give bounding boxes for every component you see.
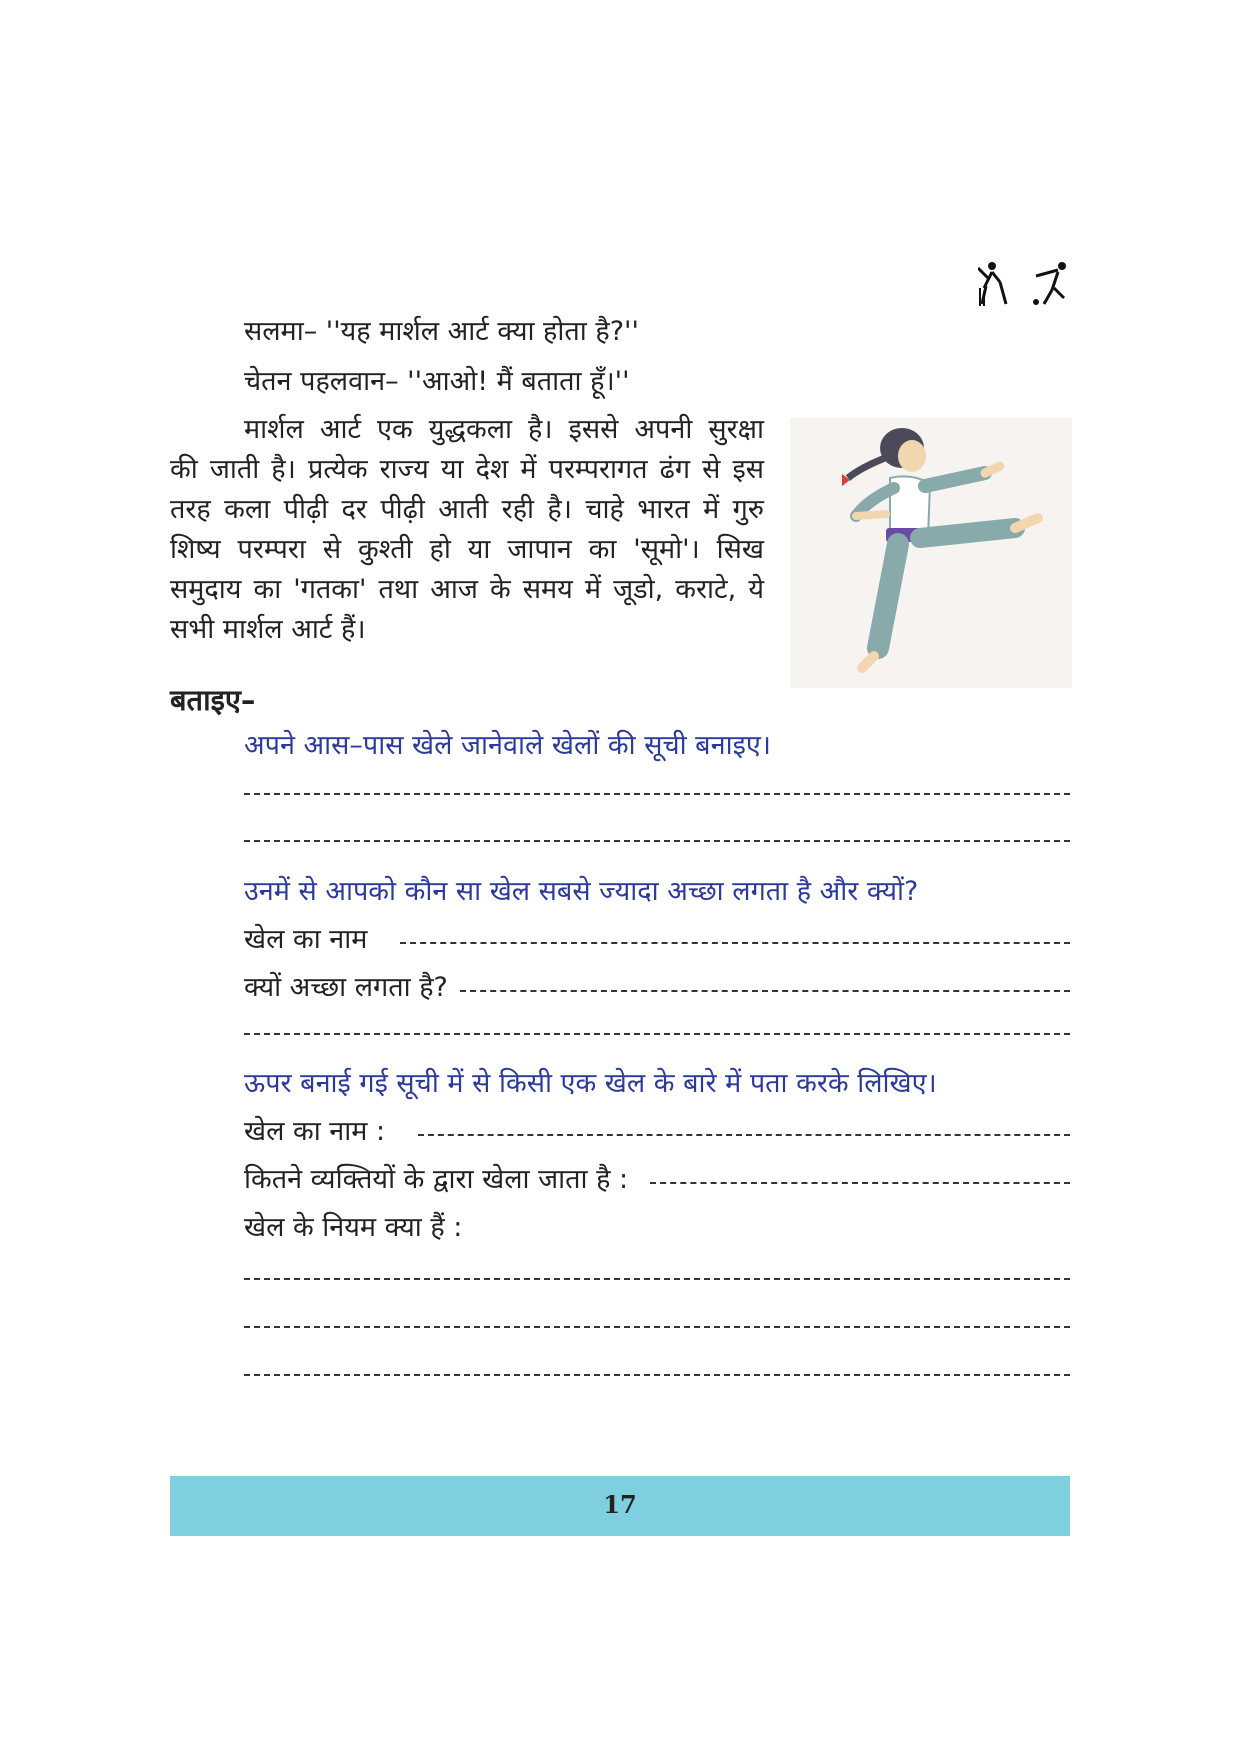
question-1: अपने आस–पास खेले जानेवाले खेलों की सूची बनाइए। — [244, 730, 771, 761]
answer-line[interactable] — [650, 1182, 1070, 1184]
paragraph-line: की जाती है। प्रत्येक राज्य या देश में परम्परागत ढंग से इस — [170, 454, 764, 485]
paragraph-line: मार्शल आर्ट एक युद्धकला है। इससे अपनी सुरक्षा — [244, 414, 764, 445]
answer-line[interactable] — [244, 840, 1070, 842]
answer-line[interactable] — [418, 1134, 1070, 1136]
field-label-why-like: क्यों अच्छा लगता है? — [244, 972, 448, 1003]
answer-line[interactable] — [400, 942, 1070, 944]
field-label-game-name: खेल का नाम — [244, 924, 368, 955]
answer-line[interactable] — [460, 990, 1070, 992]
paragraph-line: समुदाय का 'गतका' तथा आज के समय में जूडो, कराटे, ये — [170, 574, 764, 605]
answer-line[interactable] — [244, 1374, 1070, 1376]
field-label-game-name: खेल का नाम : — [244, 1116, 386, 1147]
paragraph-line: सभी मार्शल आर्ट हैं। — [170, 614, 366, 645]
answer-line[interactable] — [244, 793, 1070, 795]
paragraph-line: तरह कला पीढ़ी दर पीढ़ी आती रही है। चाहे भारत में गुरु — [170, 494, 764, 525]
page-number: 17 — [603, 1490, 637, 1519]
answer-line[interactable] — [244, 1033, 1070, 1035]
question-3: ऊपर बनाई गई सूची में से किसी एक खेल के बारे में पता करके लिखिए। — [244, 1068, 937, 1099]
dialogue-line-chetan: चेतन पहलवान– ''आओ! मैं बताता हूँ।'' — [244, 366, 630, 397]
field-label-player-count: कितने व्यक्तियों के द्वारा खेला जाता है : — [244, 1164, 629, 1195]
paragraph-line: शिष्य परम्परा से कुश्ती हो या जापान का 'सूमो'। सिख — [170, 534, 764, 565]
page-footer-bar — [170, 1476, 1070, 1536]
answer-line[interactable] — [244, 1326, 1070, 1328]
answer-line[interactable] — [244, 1278, 1070, 1280]
field-label-rules: खेल के नियम क्या हैं : — [244, 1212, 463, 1243]
question-2: उनमें से आपको कौन सा खेल सबसे ज्यादा अच्छा लगता है और क्यों? — [244, 876, 919, 907]
karate-girl-illustration — [790, 418, 1072, 688]
dialogue-line-salma: सलमा– ''यह मार्शल आर्ट क्या होता है?'' — [244, 316, 639, 347]
section-heading: बताइए– — [170, 683, 256, 717]
sports-icon — [978, 258, 1074, 310]
